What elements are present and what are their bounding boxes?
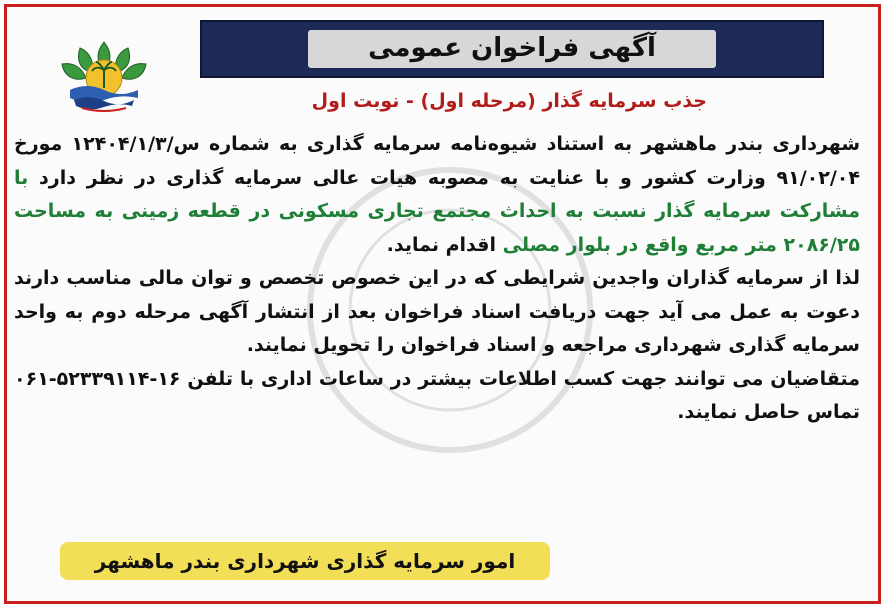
intro-text-2: مورخ xyxy=(14,133,72,155)
project-highlight-1: با مشارکت سرمایه گذار نسبت به احداث مجتمع تجاری مسکونی در قطعه زمینی به مساحت xyxy=(14,166,860,222)
intro-text-3: وزارت کشور و با عنایت به مصوبه هیات عالی سرمایه گذاری در نظر دارد xyxy=(28,166,777,189)
paragraph-intro xyxy=(14,128,860,262)
announcement-subtitle: جذب سرمایه گذار (مرحله اول) - نوبت اول xyxy=(311,90,707,112)
reference-number: ۱۲۴۰۴/۱/۳/س xyxy=(71,133,200,155)
paragraph-contact xyxy=(14,363,860,430)
paragraph-invitation: لذا از سرمایه گذاران واجدین شرایطی که در این خصوص تخصص و توان مالی مناسب دارند دعوت به عمل می آید جهت دریافت اسناد فراخوان بعد از انتشار آگهی مرحله دوم به واحد سرمایه گذاری شهرداری مراجعه و اسناد فراخوان را تحویل نمایند. xyxy=(14,267,860,356)
title-banner xyxy=(200,20,824,78)
intro-text-1: شهرداری بندر ماهشهر به استناد شیوه‌نامه سرمایه گذاری به شماره xyxy=(199,133,860,155)
reference-date: ۹۱/۰۲/۰۴ xyxy=(776,166,860,189)
signature-box: امور سرمایه گذاری شهرداری بندر ماهشهر xyxy=(60,542,550,580)
contact-text-2: تماس حاصل نمایند. xyxy=(677,401,860,423)
phone-number: ۰۶۱-۵۲۳۳۹۱۱۴-۱۶ xyxy=(14,367,181,390)
intro-text-4: اقدام نماید. xyxy=(386,233,503,256)
land-area: ۲۰۸۶/۲۵ xyxy=(783,233,860,256)
announcement-body xyxy=(14,128,860,430)
page-title: آگهی فراخوان عمومی xyxy=(308,30,716,68)
contact-text-1: متقاضیان می توانند جهت کسب اطلاعات بیشتر در ساعات اداری با تلفن xyxy=(180,367,860,390)
municipality-emblem-icon xyxy=(52,38,156,114)
project-highlight-2: متر مربع واقع در بلوار مصلی xyxy=(502,233,784,256)
